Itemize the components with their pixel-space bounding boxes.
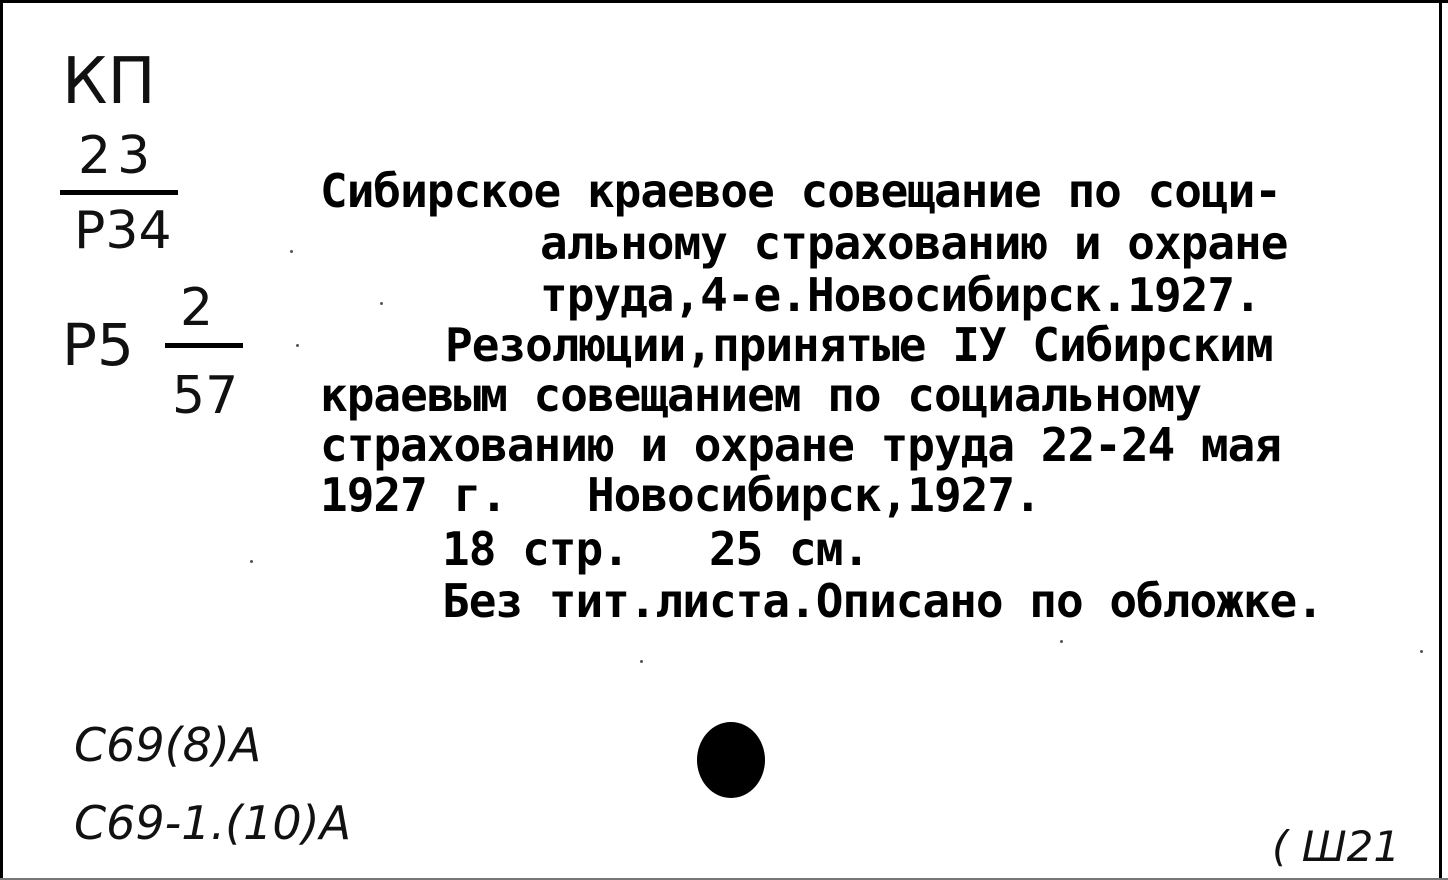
shelfmark-kp: КП [62, 45, 156, 119]
class-prefix: Р5 [62, 311, 134, 379]
class-denominator: 57 [172, 366, 239, 426]
heading-line-3: труда,4-е.Новосибирск.1927. [540, 268, 1261, 322]
class-numerator: 2 [180, 278, 214, 338]
shelfmark-denominator: Р34 [74, 201, 172, 261]
note-line: Без тит.листа.Описано по обложке. [442, 574, 1323, 628]
scan-speck [640, 660, 643, 663]
title-line-4: 1927 г. Новосибирск,1927. [320, 468, 1041, 522]
shelfmark-numerator: 23 [78, 126, 157, 186]
scan-speck [250, 560, 253, 563]
scan-speck [1420, 650, 1423, 653]
heading-line-2: альному страхованию и охране [540, 216, 1288, 270]
card-border-right [1439, 0, 1442, 880]
scan-speck [290, 250, 293, 253]
card-border-top [0, 0, 1448, 3]
title-line-2: краевым совещанием по социальному [320, 368, 1201, 422]
handwritten-code-2: С69-1.(10)А [74, 796, 352, 850]
title-line-1: Резолюции,принятые IУ Сибирским [445, 318, 1273, 372]
heading-line-1: Сибирское краевое совещание по соци- [320, 164, 1281, 218]
handwritten-code-1: С69(8)А [74, 718, 262, 772]
shelfmark-fraction-line [60, 190, 178, 195]
class-fraction-line [165, 343, 243, 348]
scan-speck [1060, 640, 1063, 643]
scan-speck [380, 302, 383, 305]
card-border-left [0, 0, 3, 880]
extent-line: 18 стр. 25 см. [442, 522, 870, 576]
title-line-3: страхованию и охране труда 22-24 мая [320, 418, 1281, 472]
punch-hole [697, 722, 765, 798]
handwritten-corner-mark: ( Ш21 [1272, 822, 1401, 871]
scan-speck [296, 344, 299, 347]
